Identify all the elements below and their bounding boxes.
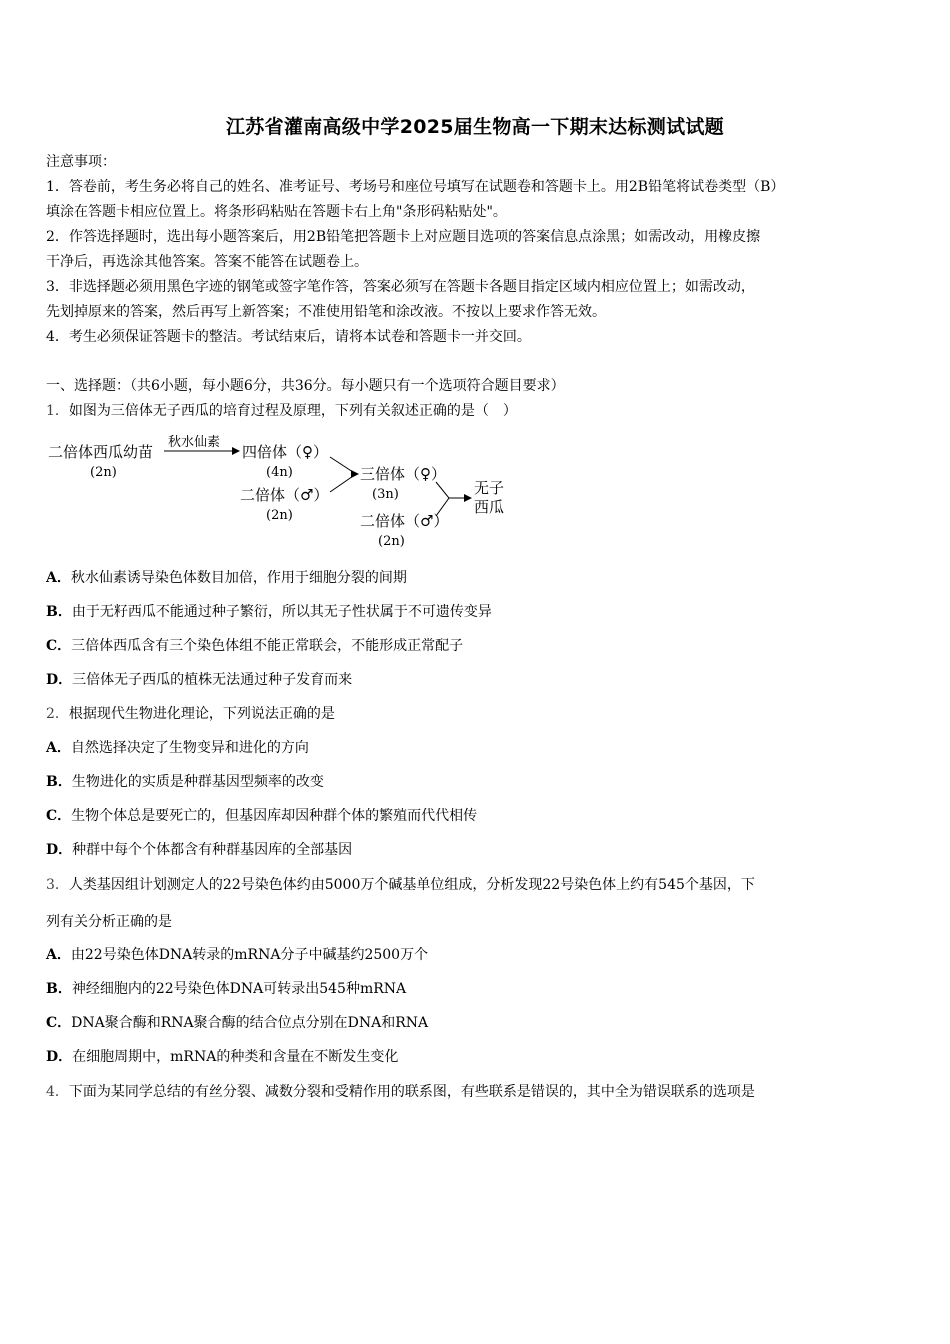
diagram-cross-arrow-head xyxy=(351,470,359,478)
option-label: D． xyxy=(46,672,73,688)
question-text: 如图为三倍体无子西瓜的培育过程及原理，下列有关叙述正确的是（ ） xyxy=(68,403,517,419)
page-title: 江苏省灌南高级中学2025届生物高一下期末达标测试试题 xyxy=(226,116,724,138)
diagram-seedling-label: 二倍体西瓜幼苗 xyxy=(48,443,154,461)
option-text: 由于无籽西瓜不能通过种子繁衍，所以其无子性状属于不可遗传变异 xyxy=(71,604,492,620)
option-d xyxy=(46,840,906,860)
notice-heading: 注意事项： xyxy=(46,154,116,170)
option-text: 秋水仙素诱导染色体数目加倍，作用于细胞分裂的间期 xyxy=(70,570,407,586)
option-text: 三倍体无子西瓜的植株无法通过种子发育而来 xyxy=(72,672,353,688)
option-text: 神经细胞内的22号染色体DNA可转录出545种mRNA xyxy=(71,981,407,997)
notice-line: 4．考生必须保证答题卡的整洁。考试结束后，请将本试卷和答题卡一并交回。 xyxy=(46,329,531,345)
option-text: 由22号染色体DNA转录的mRNA分子中碱基约2500万个 xyxy=(70,947,429,963)
option-text: DNA聚合酶和RNA聚合酶的结合位点分别在DNA和RNA xyxy=(71,1015,429,1031)
option-b xyxy=(46,602,906,622)
option-text: 种群中每个个体都含有种群基因库的全部基因 xyxy=(72,842,353,858)
diagram-triploid-ploidy: (3n) xyxy=(372,487,399,502)
question-number: 4． xyxy=(46,1084,69,1100)
option-text: 生物个体总是要死亡的，但基因库却因种群个体的繁殖而代代相传 xyxy=(71,808,478,824)
option-c xyxy=(46,636,906,656)
diagram-agent-label: 秋水仙素 xyxy=(168,435,221,450)
option-label: B． xyxy=(46,774,72,790)
question-text: 下面为某同学总结的有丝分裂、减数分裂和受精作用的联系图，有些联系是错误的，其中全为错误联系的选项是 xyxy=(68,1084,755,1100)
diagram-tetraploid-ploidy: (4n) xyxy=(266,465,293,480)
option-label: C． xyxy=(46,638,72,654)
question-3-stem xyxy=(46,875,906,895)
diagram-result-label-2: 西瓜 xyxy=(474,498,505,516)
question-1-stem xyxy=(46,401,906,421)
question-text: 根据现代生物进化理论，下列说法正确的是 xyxy=(68,706,335,722)
option-a xyxy=(46,568,906,588)
question-2-stem xyxy=(46,704,906,724)
option-d xyxy=(46,1047,906,1067)
diagram-tetraploid-label: 四倍体（♀） xyxy=(242,443,328,461)
notice-line: 1．答卷前，考生务必将自己的姓名、准考证号、考场号和座位号填写在试题卷和答题卡上。用2B铅笔将试卷类型（B） xyxy=(46,179,785,195)
question-4-stem xyxy=(46,1082,906,1102)
diagram-arrow-head xyxy=(232,447,240,455)
notice-line: 2．作答选择题时，选出每小题答案后，用2B铅笔把答题卡上对应题目选项的答案信息点涂黑；如需改动，用橡皮擦 xyxy=(46,229,761,245)
question-text: 人类基因组计划测定人的22号染色体约由5000万个碱基单位组成，分析发现22号染色体上约有545个基因，下 xyxy=(68,877,755,893)
notice-line: 3．非选择题必须用黑色字迹的钢笔或签字笔作答，答案必须写在答题卡各题目指定区域内相应位置上；如需改动， xyxy=(46,279,755,295)
option-text: 在细胞周期中，mRNA的种类和含量在不断发生变化 xyxy=(72,1049,399,1065)
diagram-diploid-male-ploidy: (2n) xyxy=(266,508,293,523)
option-label: C． xyxy=(46,808,72,824)
option-label: A． xyxy=(46,570,71,586)
diagram-diploid-male-label: 二倍体（♂） xyxy=(240,486,329,504)
option-label: D． xyxy=(46,1049,73,1065)
option-c xyxy=(46,806,906,826)
option-b xyxy=(46,772,906,792)
option-text: 三倍体西瓜含有三个染色体组不能正常联会，不能形成正常配子 xyxy=(71,638,464,654)
diagram-result-label-1: 无子 xyxy=(474,479,505,497)
diagram-result-bracket xyxy=(436,482,449,516)
option-a xyxy=(46,945,906,965)
option-label: B． xyxy=(46,604,72,620)
diagram-diploid-male-2-ploidy: (2n) xyxy=(378,534,405,549)
option-d xyxy=(46,670,906,690)
option-label: C． xyxy=(46,1015,72,1031)
diagram-diploid-male-2-label: 二倍体（♂） xyxy=(360,512,449,530)
question-number: 1． xyxy=(46,403,69,419)
option-b xyxy=(46,979,906,999)
diagram-triploid-label: 三倍体（♀） xyxy=(360,465,446,483)
option-label: B． xyxy=(46,981,72,997)
option-label: A． xyxy=(46,740,71,756)
option-c xyxy=(46,1013,906,1033)
notice-line: 干净后，再选涂其他答案。答案不能答在试题卷上。 xyxy=(46,254,368,270)
notice-line: 先划掉原来的答案，然后再写上新答案；不准使用铅笔和涂改液。不按以上要求作答无效。 xyxy=(46,304,606,320)
section-heading: 一、选择题：（共6小题，每小题6分，共36分。每小题只有一个选项符合题目要求） xyxy=(46,378,565,394)
option-text: 自然选择决定了生物变异和进化的方向 xyxy=(70,740,309,756)
question-number: 2． xyxy=(46,706,69,722)
triploid-watermelon-diagram xyxy=(44,430,524,555)
question-3-stem-cont: 列有关分析正确的是 xyxy=(46,914,172,930)
question-number: 3． xyxy=(46,877,69,893)
notice-line: 填涂在答题卡相应位置上。将条形码粘贴在答题卡右上角"条形码粘贴处"。 xyxy=(46,204,507,220)
option-label: D． xyxy=(46,842,73,858)
option-text: 生物进化的实质是种群基因型频率的改变 xyxy=(71,774,324,790)
diagram-result-arrow-head xyxy=(464,494,472,502)
diagram-seedling-ploidy: (2n) xyxy=(90,465,117,480)
option-a xyxy=(46,738,906,758)
option-label: A． xyxy=(46,947,71,963)
